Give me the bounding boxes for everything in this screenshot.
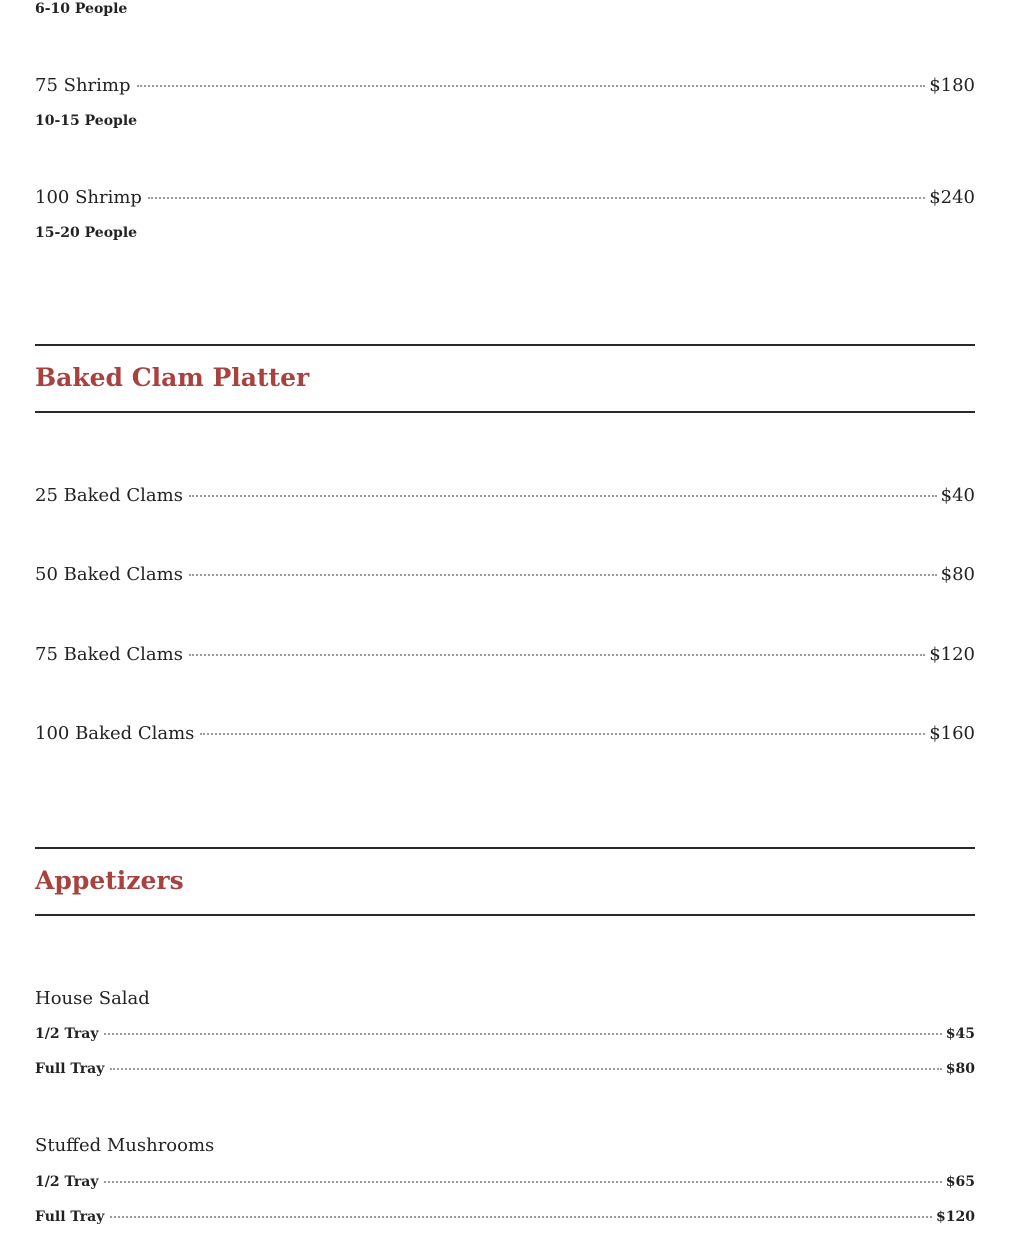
leader-dots: [104, 1033, 941, 1035]
leader-dots: [104, 1181, 941, 1183]
menu-item-price: $180: [929, 75, 975, 96]
leader-dots: [148, 197, 925, 199]
menu-item-75-baked-clams: [35, 644, 975, 665]
tray-price: $120: [936, 1209, 975, 1225]
menu-item-name: 75 Shrimp: [35, 75, 131, 96]
menu-item-name: 100 Baked Clams: [35, 723, 195, 744]
menu-item-name: 100 Shrimp: [35, 187, 142, 208]
tray-size-label: Full Tray: [35, 1209, 105, 1225]
menu-item-50-baked-clams: [35, 564, 975, 585]
menu-item-price: $120: [929, 644, 975, 665]
leader-dots: [189, 654, 925, 656]
leader-dots: [189, 574, 937, 576]
leader-dots: [137, 85, 926, 87]
menu-item-100-shrimp: [35, 187, 975, 208]
section-divider-bottom: [35, 914, 975, 916]
serving-size-label: 6-10 People: [35, 1, 128, 17]
tray-price: $45: [945, 1026, 975, 1042]
tray-option-full-tray: [35, 1209, 975, 1225]
tray-option-half-tray: [35, 1026, 975, 1042]
leader-dots: [110, 1216, 932, 1218]
menu-item-stuffed-mushrooms: Stuffed Mushrooms: [35, 1135, 215, 1156]
menu-item-name: 25 Baked Clams: [35, 485, 183, 506]
section-title-appetizers: Appetizers: [35, 866, 184, 895]
menu-item-house-salad: House Salad: [35, 988, 150, 1009]
serving-size-label: 15-20 People: [35, 225, 138, 241]
leader-dots: [110, 1068, 941, 1070]
tray-size-label: Full Tray: [35, 1061, 105, 1077]
tray-size-label: 1/2 Tray: [35, 1174, 99, 1190]
section-title-baked-clam-platter: Baked Clam Platter: [35, 363, 310, 392]
section-divider-top: [35, 847, 975, 849]
menu-item-100-baked-clams: [35, 723, 975, 744]
leader-dots: [200, 733, 925, 735]
menu-item-name: 75 Baked Clams: [35, 644, 183, 665]
section-divider-bottom: [35, 411, 975, 413]
menu-item-price: $160: [929, 723, 975, 744]
tray-option-half-tray: [35, 1174, 975, 1190]
serving-size-label: 10-15 People: [35, 113, 138, 129]
menu-item-name: 50 Baked Clams: [35, 564, 183, 585]
tray-size-label: 1/2 Tray: [35, 1026, 99, 1042]
tray-price: $65: [945, 1174, 975, 1190]
menu-item-price: $40: [940, 485, 975, 506]
menu-item-75-shrimp: [35, 75, 975, 96]
menu-item-25-baked-clams: [35, 485, 975, 506]
leader-dots: [189, 495, 937, 497]
tray-option-full-tray: [35, 1061, 975, 1077]
menu-item-price: $240: [929, 187, 975, 208]
menu-item-price: $80: [940, 564, 975, 585]
section-divider-top: [35, 344, 975, 346]
tray-price: $80: [945, 1061, 975, 1077]
